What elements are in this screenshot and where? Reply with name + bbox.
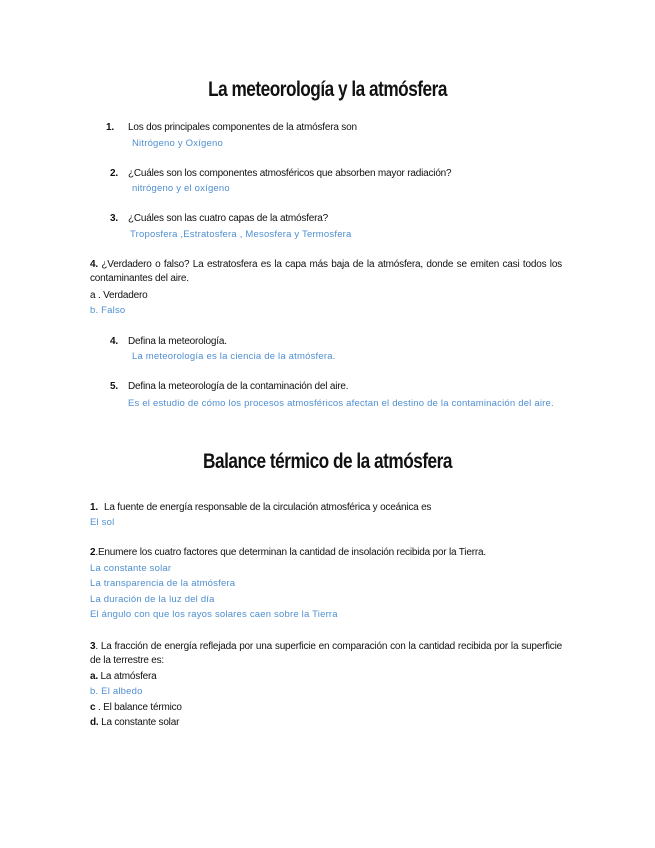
q1-answer: Nitrógeno y Oxígeno xyxy=(132,138,223,149)
option-text: El albedo xyxy=(98,686,143,697)
q3-number: 3. xyxy=(110,213,118,224)
s2-q1-text: La fuente de energía responsable de la circulación atmosférica y oceánica es xyxy=(104,502,432,513)
s2-q2-text: .Enumere los cuatro factores que determinan la cantidad de insolación recibida por la Tierra. xyxy=(95,547,486,558)
q5-number: 5. xyxy=(110,381,118,392)
q5-answer: Es el estudio de cómo los procesos atmosféricos afectan el destino de la contaminación del aire. xyxy=(128,398,554,409)
section2-title: Balance térmico de la atmósfera xyxy=(203,450,452,473)
s2-q1-answer: El sol xyxy=(90,517,115,528)
s2-q3-option-b xyxy=(90,685,143,699)
s2-q3-option-c xyxy=(90,701,182,715)
q4-text: Defina la meteorología. xyxy=(128,336,227,347)
q3-answer: Troposfera ,Estratosfera , Mesosfera y Termosfera xyxy=(130,229,352,240)
option-text: La atmósfera xyxy=(97,671,157,682)
s2-q2-number: 2 xyxy=(90,547,96,558)
option-letter: c xyxy=(90,702,96,713)
q4-number: 4. xyxy=(110,336,118,347)
tf-option-a: a . Verdadero xyxy=(90,290,148,301)
s2-q3-option-a xyxy=(90,670,157,684)
s2-q2-answer-1: La constante solar xyxy=(90,563,172,574)
s2-q3-question xyxy=(90,640,562,668)
tf-text: ¿Verdadero o falso? La estratosfera es la capa más baja de la atmósfera, donde se emiten casi todos los contaminantes del aire. xyxy=(90,259,562,284)
q1-text: Los dos principales componentes de la atmósfera son xyxy=(128,122,357,133)
option-letter: d. xyxy=(90,717,99,728)
q3-text: ¿Cuáles son las cuatro capas de la atmósfera? xyxy=(128,213,328,224)
q1-number: 1. xyxy=(106,122,114,133)
s2-q1-number: 1. xyxy=(90,502,98,513)
s2-q2-line xyxy=(90,546,486,560)
s2-q3-text: . La fracción de energía reflejada por una superficie en comparación con la cantidad recibida por la superficie de la terrestre es: xyxy=(90,641,562,666)
option-text: . El balance térmico xyxy=(95,702,182,713)
section1-title: La meteorología y la atmósfera xyxy=(208,78,447,101)
q4-answer: La meteorología es la ciencia de la atmósfera. xyxy=(132,351,336,362)
tf-number: 4. xyxy=(90,259,98,270)
q2-text: ¿Cuáles son los componentes atmosféricos que absorben mayor radiación? xyxy=(128,168,452,179)
option-letter: b. xyxy=(90,686,99,697)
s2-q2-answer-4: El ángulo con que los rayos solares caen sobre la Tierra xyxy=(90,609,338,620)
q2-answer: nitrógeno y el oxígeno xyxy=(132,183,230,194)
tf-question xyxy=(90,258,562,286)
q5-text: Defina la meteorología de la contaminación del aire. xyxy=(128,381,349,392)
s2-q3-number: 3 xyxy=(90,641,96,652)
q2-number: 2. xyxy=(110,168,118,179)
option-letter: a. xyxy=(90,671,98,682)
s2-q2-answer-2: La transparencia de la atmósfera xyxy=(90,578,236,589)
s2-q2-answer-3: La duración de la luz del día xyxy=(90,594,215,605)
tf-option-b: b. Falso xyxy=(90,305,126,316)
option-text: La constante solar xyxy=(98,717,180,728)
s2-q3-option-d xyxy=(90,716,179,730)
